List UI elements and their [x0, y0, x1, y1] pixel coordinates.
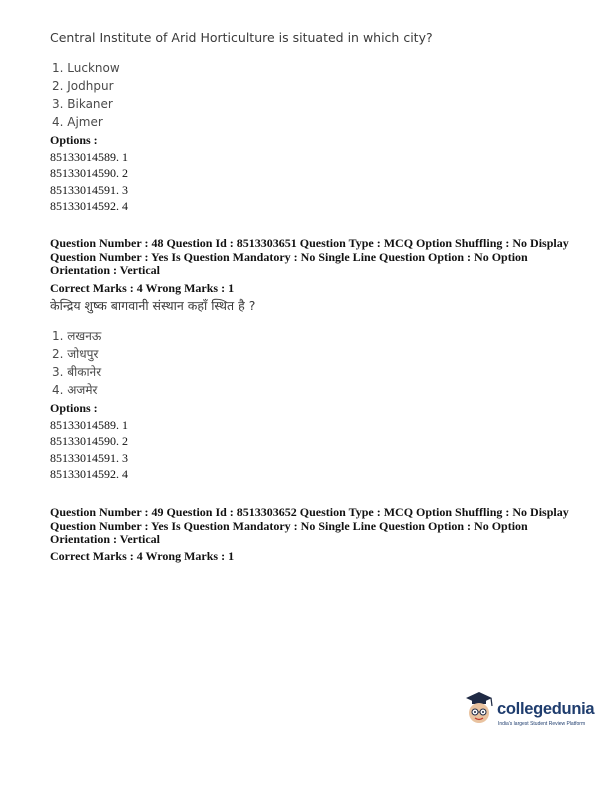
logo-tagline: India's largest Student Review Platform — [498, 721, 586, 727]
question-47-option-ids — [50, 149, 128, 214]
option-id: 85133014590. 2 — [50, 166, 128, 181]
question-48-marks: Correct Marks : 4 Wrong Marks : 1 — [50, 281, 235, 295]
choice-item: 3. बीकानेर — [52, 365, 102, 379]
option-id: 85133014591. 3 — [50, 182, 128, 197]
question-48-text: केन्द्रिय शुष्क बागवानी संस्थान कहाँ स्थित है ? — [50, 298, 256, 313]
question-47-text: Central Institute of Arid Horticulture is situated in which city? — [50, 30, 433, 45]
options-label: Options : — [50, 133, 98, 147]
option-id: 85133014592. 4 — [50, 466, 128, 481]
collegedunia-logo — [462, 687, 595, 737]
option-id: 85133014590. 2 — [50, 434, 128, 449]
question-48-meta: Question Number : 48 Question Id : 8513303651 Question Type : MCQ Option Shuffling : No Display Question Number : Yes Is Question Mandatory : No Single Line Question Option : No Option Orientation : Vertical — [50, 236, 569, 277]
question-48-choices — [52, 327, 101, 399]
option-id: 85133014589. 1 — [50, 150, 128, 164]
choice-item: 4. अजमेर — [52, 383, 98, 397]
choice-item: 1. लखनऊ — [52, 329, 102, 343]
option-id: 85133014592. 4 — [50, 198, 128, 213]
question-48-option-ids — [50, 417, 128, 482]
question-49-marks: Correct Marks : 4 Wrong Marks : 1 — [50, 549, 235, 563]
option-id: 85133014591. 3 — [50, 450, 128, 465]
option-id: 85133014589. 1 — [50, 418, 128, 432]
options-label: Options : — [50, 401, 98, 415]
choice-item: 4. Ajmer — [52, 115, 103, 129]
logo-wordmark: collegedunia — [497, 700, 595, 718]
question-49-meta: Question Number : 49 Question Id : 8513303652 Question Type : MCQ Option Shuffling : No Display Question Number : Yes Is Question Mandatory : No Single Line Question Option : No Option Orientation : Vertical — [50, 505, 569, 546]
graduate-mascot-icon — [462, 689, 496, 729]
question-47-choices — [52, 59, 120, 131]
choice-item: 2. Jodhpur — [52, 79, 114, 93]
choice-item: 2. जोधपुर — [52, 347, 99, 361]
choice-item: 3. Bikaner — [52, 97, 113, 111]
choice-item: 1. Lucknow — [52, 61, 120, 75]
